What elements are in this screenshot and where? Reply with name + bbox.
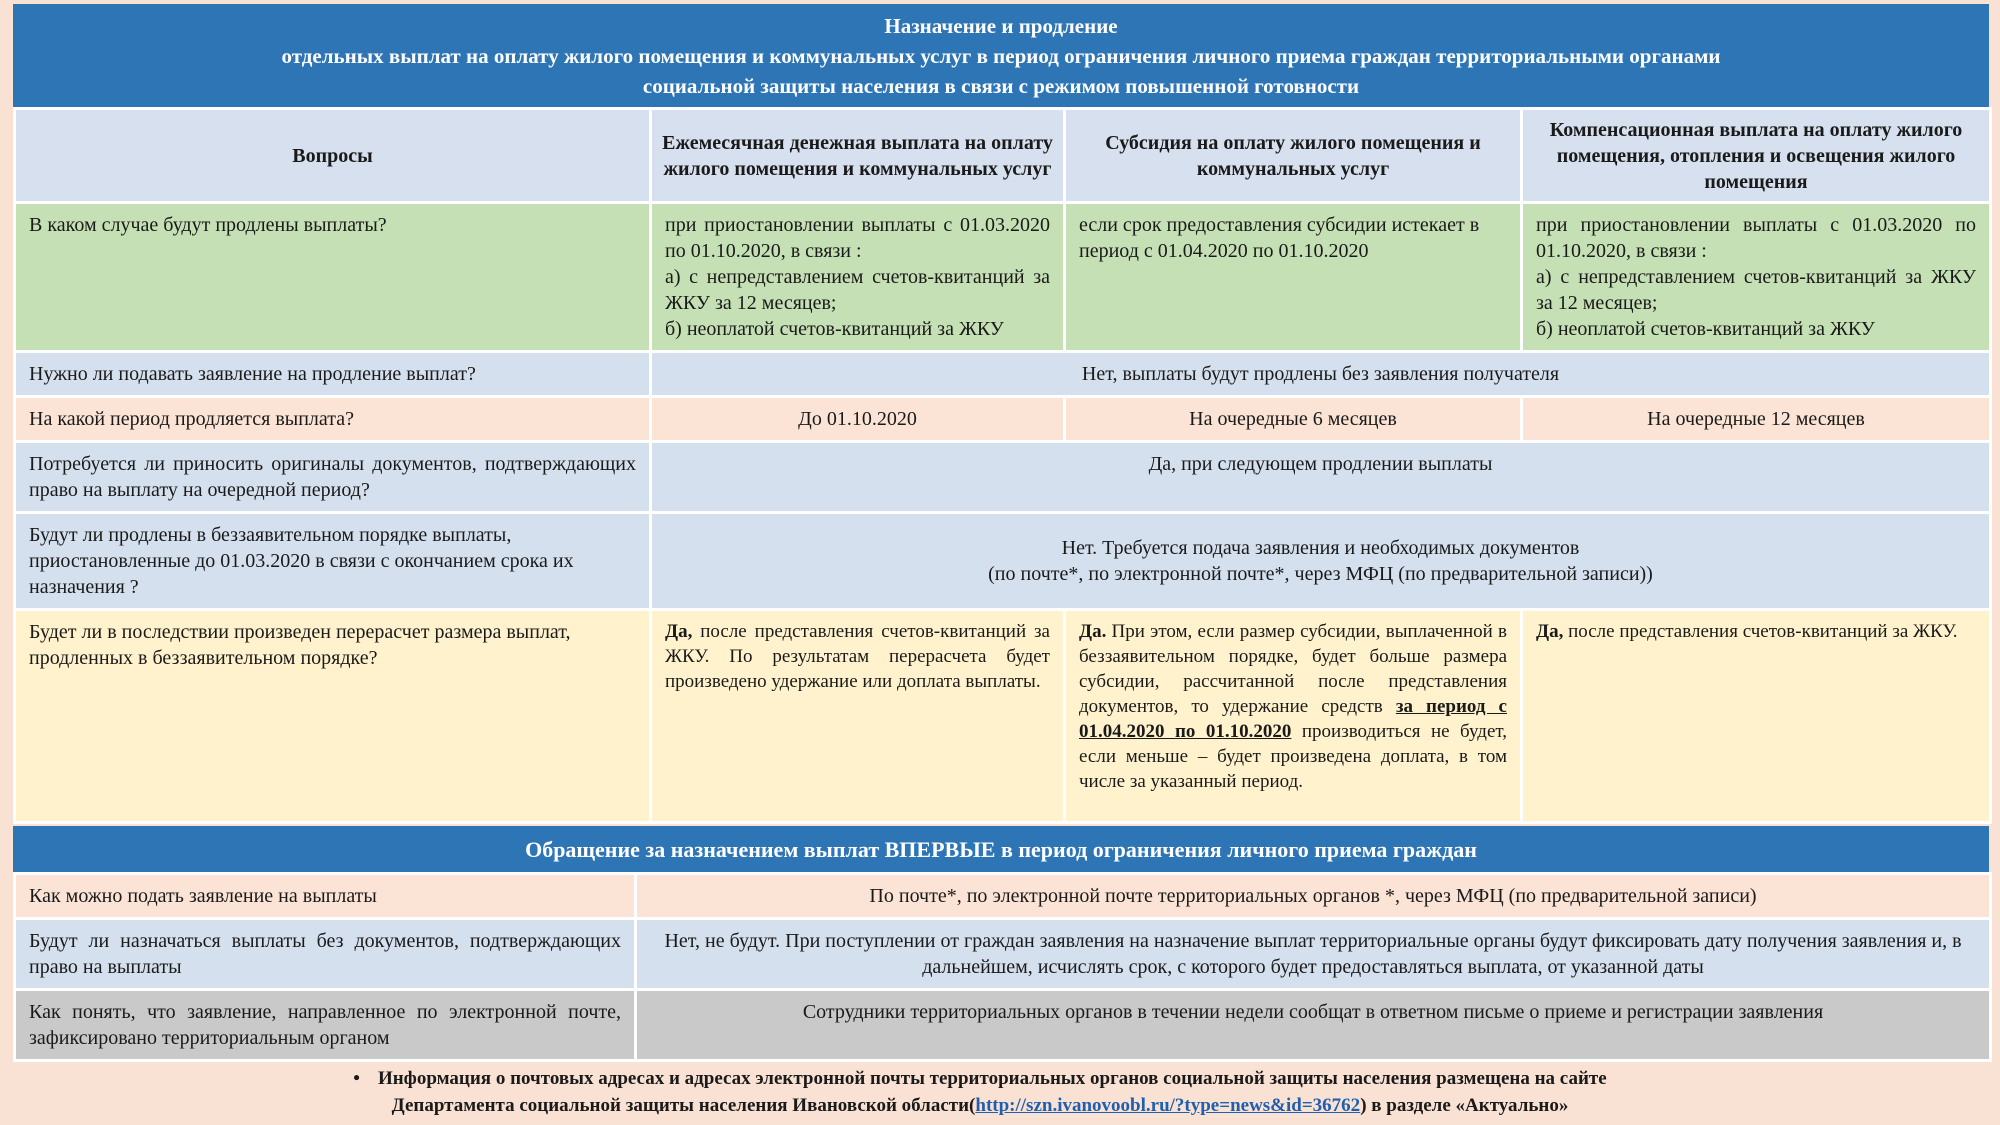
answer-cell: Нет, не будут. При поступлении от граждан заявления на назначение выплат территориальные органы будут фиксировать дату получения заявления и, в дальнейшем, исчислять срок, с которого будет предоставляться выплата, от указанной даты	[636, 919, 1991, 990]
table-row	[15, 352, 1991, 397]
answer-cell	[651, 513, 1991, 610]
table-row	[15, 442, 1991, 513]
title-line-2: отдельных выплат на оплату жилого помещения и коммунальных услуг в период ограничения личного приема граждан территориальными органами	[281, 44, 1721, 68]
answer-cell: Сотрудники территориальных органов в течении недели сообщат в ответном письме о приеме и регистрации заявления	[636, 990, 1991, 1061]
answer-bold: Да,	[665, 621, 693, 642]
page	[13, 4, 1989, 1062]
question-cell: Как можно подать заявление на выплаты	[15, 874, 636, 919]
table-row	[15, 203, 1991, 352]
answer-text: а) с непредставлением счетов-квитанций за ЖКУ за 12 месяцев;	[665, 266, 1050, 314]
answer-cell: На очередные 6 месяцев	[1065, 397, 1522, 442]
answer-text: при приостановлении выплаты с 01.03.2020 по 01.10.2020, в связи :	[665, 214, 1050, 262]
question-cell: Будут ли продлены в беззаявительном порядке выплаты, приостановленные до 01.03.2020 в связи с окончанием срока их назначения ?	[15, 513, 651, 610]
answer-cell	[651, 610, 1065, 823]
answer-text: Нет. Требуется подача заявления и необходимых документов	[1061, 537, 1580, 559]
question-cell: Будет ли в последствии произведен перерасчет размера выплат, продленных в беззаявительном порядке?	[15, 610, 651, 823]
answer-cell: если срок предоставления субсидии истекает в период с 01.04.2020 по 01.10.2020	[1065, 203, 1522, 352]
header-row	[15, 109, 1991, 203]
question-cell: Потребуется ли приносить оригиналы документов, подтверждающих право на выплату на очередной период?	[15, 442, 651, 513]
question-cell: На какой период продляется выплата?	[15, 397, 651, 442]
answer-text: после представления счетов-квитанций за ЖКУ. По результатам перерасчета будет произведено удержание или доплата выплаты.	[665, 621, 1050, 692]
answer-cell	[1522, 610, 1991, 823]
table-row	[15, 874, 1991, 919]
question-cell: Будут ли назначаться выплаты без документов, подтверждающих право на выплаты	[15, 919, 636, 990]
answer-cell: Да, при следующем продлении выплаты	[651, 442, 1991, 513]
answer-cell: По почте*, по электронной почте территориальных органов *, через МФЦ (по предварительной записи)	[636, 874, 1991, 919]
department-link[interactable]: http://szn.ivanovoobl.ru/?type=news&id=36762	[975, 1095, 1361, 1116]
header-col1: Ежемесячная денежная выплата на оплату жилого помещения и коммунальных услуг	[651, 109, 1065, 203]
question-cell: Нужно ли подавать заявление на продление выплат?	[15, 352, 651, 397]
title-line-3: социальной защиты населения в связи с режимом повышенной готовности	[642, 74, 1360, 98]
answer-cell	[1065, 610, 1522, 823]
answer-cell: На очередные 12 месяцев	[1522, 397, 1991, 442]
answer-bold: Да.	[1079, 621, 1107, 642]
footer-line-2: Департамента социальной защиты населения Ивановской области(http://szn.ivanovoobl.ru/?type=news&id=36762) в разделе «Актуально»	[391, 1095, 1569, 1116]
table-row	[15, 513, 1991, 610]
answer-text: при приостановлении выплаты с 01.03.2020 по 01.10.2020, в связи :	[1536, 214, 1976, 262]
footer-note	[100, 1065, 1860, 1119]
answer-bold: Да,	[1536, 621, 1564, 642]
answer-text: после представления счетов-квитанций за ЖКУ.	[1563, 621, 1958, 642]
answer-text: производиться не будет, если меньше – будет произведена доплата, в том числе за указанный период.	[1079, 721, 1508, 792]
header-col3: Компенсационная выплата на оплату жилого помещения, отопления и освещения жилого помещения	[1522, 109, 1991, 203]
second-table	[13, 872, 1992, 1062]
table-row	[15, 397, 1991, 442]
main-table	[13, 107, 1992, 824]
answer-cell	[1522, 203, 1991, 352]
answer-cell: Нет, выплаты будут продлены без заявления получателя	[651, 352, 1991, 397]
answer-text: При этом, если размер субсидии, выплаченной в беззаявительном порядке, будет больше размера субсидии, рассчитанной после представления документов, то удержание средств	[1079, 621, 1507, 717]
table-row	[15, 610, 1991, 823]
bullet-icon: •	[353, 1068, 360, 1089]
answer-text: б) неоплатой счетов-квитанций за ЖКУ	[1536, 318, 1875, 340]
section-title: Обращение за назначением выплат ВПЕРВЫЕ в период ограничения личного приема граждан	[13, 826, 1989, 872]
answer-text: (по почте*, по электронной почте*, через МФЦ (по предварительной записи))	[988, 563, 1653, 585]
table-row	[15, 919, 1991, 990]
answer-text: б) неоплатой счетов-квитанций за ЖКУ	[665, 318, 1004, 340]
table-row	[15, 990, 1991, 1061]
answer-period: за период с 01.04.2020 по 01.10.2020	[1079, 696, 1507, 742]
header-questions: Вопросы	[15, 109, 651, 203]
question-cell: В каком случае будут продлены выплаты?	[15, 203, 651, 352]
answer-cell: До 01.10.2020	[651, 397, 1065, 442]
title-line-1: Назначение и продление	[884, 14, 1118, 38]
page-title-banner	[13, 4, 1989, 107]
footer-line-1: • Информация о почтовых адресах и адресах электронной почты территориальных органов социальной защиты населения размещена на сайте	[353, 1068, 1607, 1089]
header-col2: Субсидия на оплату жилого помещения и коммунальных услуг	[1065, 109, 1522, 203]
question-cell: Как понять, что заявление, направленное по электронной почте, зафиксировано территориальным органом	[15, 990, 636, 1061]
answer-cell	[651, 203, 1065, 352]
answer-text: а) с непредставлением счетов-квитанций за ЖКУ за 12 месяцев;	[1536, 266, 1976, 314]
